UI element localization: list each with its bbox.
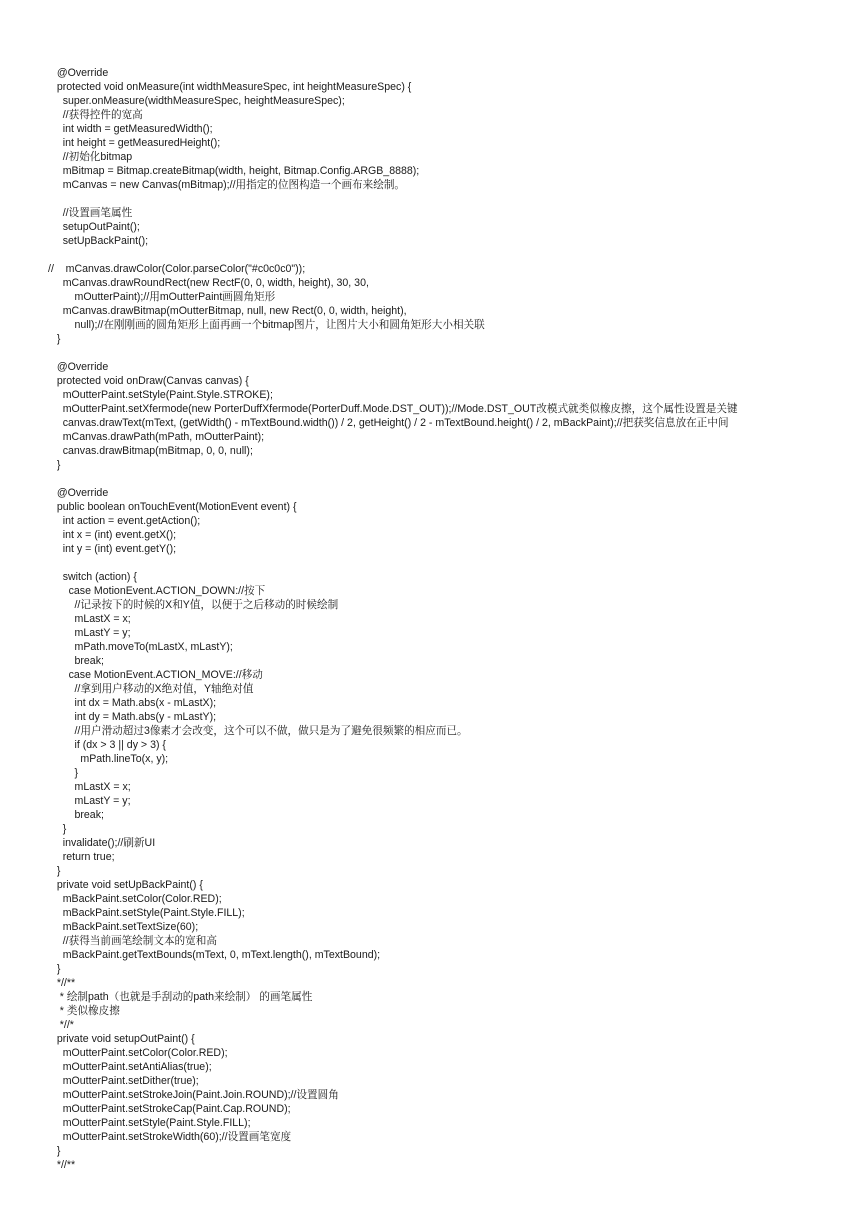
code-line: //用户滑动超过3像素才会改变，这个可以不做，做只是为了避免很频繁的相应而已。 (48, 725, 468, 737)
code-line: protected void onMeasure(int widthMeasureSpec, int heightMeasureSpec) { (48, 81, 412, 93)
code-line: @Override (48, 487, 109, 499)
code-line: break; (48, 809, 104, 821)
code-line: int action = event.getAction(); (48, 515, 201, 527)
code-line: break; (48, 655, 104, 667)
code-line (48, 248, 860, 262)
code-line: int y = (int) event.getY(); (48, 543, 177, 555)
code-line (48, 556, 860, 570)
code-line: } (48, 963, 61, 975)
code-line: int height = getMeasuredHeight(); (48, 137, 221, 149)
code-line: mCanvas = new Canvas(mBitmap);//用指定的位图构造一个画布来绘制。 (48, 179, 406, 191)
code-line: int dy = Math.abs(y - mLastY); (48, 711, 217, 723)
code-line: mCanvas.drawRoundRect(new RectF(0, 0, width, height), 30, 30, (48, 277, 369, 289)
code-line: *//** (48, 1159, 76, 1171)
code-listing (48, 66, 860, 1172)
code-line: @Override (48, 67, 109, 79)
code-line: @Override (48, 361, 109, 373)
code-line: case MotionEvent.ACTION_MOVE://移动 (48, 669, 263, 681)
code-line: mLastX = x; (48, 613, 131, 625)
code-line: return true; (48, 851, 115, 863)
code-line: switch (action) { (48, 571, 137, 583)
code-line: mBackPaint.setStyle(Paint.Style.FILL); (48, 907, 245, 919)
code-line: canvas.drawText(mText, (getWidth() - mTextBound.width()) / 2, getHeight() / 2 - mTextBound.height() / 2, mBackPaint);//把获奖信息放在正中间 (48, 417, 729, 429)
code-line: mOutterPaint.setXfermode(new PorterDuffXfermode(PorterDuff.Mode.DST_OUT));//Mode.DST_OUT改模式就类似橡皮擦，这个属性设置是关键 (48, 403, 738, 415)
code-line: mPath.lineTo(x, y); (48, 753, 169, 765)
code-line: mBitmap = Bitmap.createBitmap(width, height, Bitmap.Config.ARGB_8888); (48, 165, 420, 177)
code-line: //拿到用户移动的X绝对值，Y轴绝对值 (48, 683, 254, 695)
code-line: case MotionEvent.ACTION_DOWN://按下 (48, 585, 266, 597)
code-line: mBackPaint.setTextSize(60); (48, 921, 199, 933)
code-line: * 类似橡皮擦 (48, 1005, 120, 1017)
code-line: null);//在刚刚画的圆角矩形上面再画一个bitmap图片，让图片大小和圆角矩形大小相关联 (48, 319, 485, 331)
code-line: mOutterPaint.setStyle(Paint.Style.STROKE); (48, 389, 273, 401)
code-line: setupOutPaint(); (48, 221, 140, 233)
code-line: *//** (48, 977, 76, 989)
code-line: mCanvas.drawBitmap(mOutterBitmap, null, new Rect(0, 0, width, height), (48, 305, 407, 317)
code-line: mOutterPaint.setStrokeCap(Paint.Cap.ROUND); (48, 1103, 291, 1115)
code-line: } (48, 767, 79, 779)
code-line: //获得控件的宽高 (48, 109, 143, 121)
code-line: private void setUpBackPaint() { (48, 879, 203, 891)
code-line: mBackPaint.getTextBounds(mText, 0, mText.length(), mTextBound); (48, 949, 381, 961)
code-line: mBackPaint.setColor(Color.RED); (48, 893, 222, 905)
code-line: mOutterPaint.setStrokeWidth(60);//设置画笔宽度 (48, 1131, 292, 1143)
code-line: //获得当前画笔绘制文本的宽和高 (48, 935, 217, 947)
code-line: mPath.moveTo(mLastX, mLastY); (48, 641, 233, 653)
code-line: mOutterPaint);//用mOutterPaint画圆角矩形 (48, 291, 276, 303)
code-line: } (48, 1145, 61, 1157)
code-line (48, 192, 860, 206)
code-line: //记录按下的时候的X和Y值，以便于之后移动的时候绘制 (48, 599, 339, 611)
code-line: mLastY = y; (48, 795, 131, 807)
code-line (48, 472, 860, 486)
code-line: canvas.drawBitmap(mBitmap, 0, 0, null); (48, 445, 253, 457)
code-line: int x = (int) event.getX(); (48, 529, 177, 541)
code-line: private void setupOutPaint() { (48, 1033, 195, 1045)
code-line: mOutterPaint.setDither(true); (48, 1075, 199, 1087)
code-line: setUpBackPaint(); (48, 235, 149, 247)
code-line: mOutterPaint.setAntiAlias(true); (48, 1061, 212, 1073)
code-line: int width = getMeasuredWidth(); (48, 123, 213, 135)
code-line: invalidate();//刷新UI (48, 837, 156, 849)
code-line: mOutterPaint.setStrokeJoin(Paint.Join.ROUND);//设置圆角 (48, 1089, 339, 1101)
code-line: *//* (48, 1019, 74, 1031)
code-line (48, 346, 860, 360)
code-line: // mCanvas.drawColor(Color.parseColor("#c0c0c0")); (48, 263, 306, 275)
code-line: protected void onDraw(Canvas canvas) { (48, 375, 249, 387)
code-line: } (48, 459, 61, 471)
code-line: if (dx > 3 || dy > 3) { (48, 739, 166, 751)
code-line: mLastY = y; (48, 627, 131, 639)
code-line: mOutterPaint.setStyle(Paint.Style.FILL); (48, 1117, 251, 1129)
code-line: mLastX = x; (48, 781, 131, 793)
code-line: } (48, 823, 67, 835)
code-line: public boolean onTouchEvent(MotionEvent event) { (48, 501, 297, 513)
code-line: int dx = Math.abs(x - mLastX); (48, 697, 217, 709)
code-line: mCanvas.drawPath(mPath, mOutterPaint); (48, 431, 265, 443)
code-line: } (48, 865, 61, 877)
code-line: //设置画笔属性 (48, 207, 133, 219)
code-line: * 绘制path（也就是手刮动的path来绘制） 的画笔属性 (48, 991, 313, 1003)
code-line: //初始化bitmap (48, 151, 133, 163)
code-line: mOutterPaint.setColor(Color.RED); (48, 1047, 228, 1059)
code-line: super.onMeasure(widthMeasureSpec, heightMeasureSpec); (48, 95, 345, 107)
code-line: } (48, 333, 61, 345)
